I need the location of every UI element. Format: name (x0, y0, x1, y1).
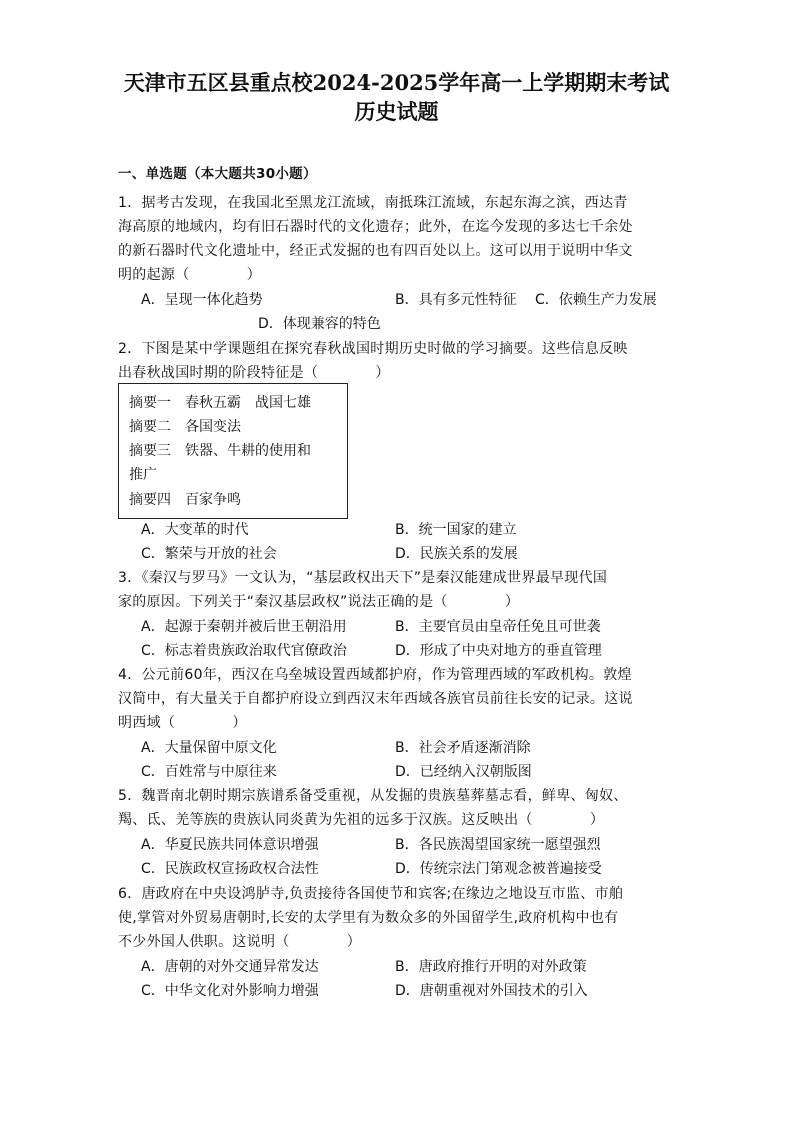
exam-title-line2: 历史试题 (354, 99, 439, 124)
question-text-line: 使,掌管对外贸易唐朝时,长安的太学里有为数众多的外国留学生,政府机构中也有 (118, 910, 619, 926)
option-d: D．已经纳入汉朝版图 (395, 764, 532, 780)
option-a: A．唐朝的对外交通异常发达 (141, 959, 319, 975)
option-b: B．统一国家的建立 (395, 522, 517, 538)
option-c: C．百姓常与中原往来 (141, 764, 277, 780)
option-c: C．繁荣与开放的社会 (141, 546, 277, 562)
question-text-line: 3．《秦汉与罗马》一文认为，“基层政权出天下”是秦汉能建成世界最早现代国 (118, 570, 608, 586)
option-c: C．依赖生产力发展 (535, 292, 657, 308)
option-b: B．唐政府推行开明的对外政策 (395, 959, 587, 975)
option-b: B．具有多元性特征 (395, 292, 517, 308)
option-a: A．大量保留中原文化 (141, 740, 277, 756)
summary-line: 摘要三 铁器、牛耕的使用和 (129, 443, 311, 459)
option-a: A．大变革的时代 (141, 522, 249, 538)
summary-box (118, 383, 348, 519)
option-a: A．华夏民族共同体意识增强 (141, 837, 319, 853)
question-text-line: 2．下图是某中学课题组在探究春秋战国时期历史时做的学习摘要。这些信息反映 (118, 341, 628, 357)
option-c: C．标志着贵族政治取代官僚政治 (141, 643, 347, 659)
question-text-line: 6．唐政府在中央设鸿胪寺,负责接待各国使节和宾客;在缘边之地设互市监、市舶 (118, 886, 624, 902)
option-d: D．民族关系的发展 (395, 546, 518, 562)
summary-line: 摘要四 百家争鸣 (129, 492, 241, 508)
option-a: A．起源于秦朝并被后世王朝沿用 (141, 619, 347, 635)
option-b: B．主要官员由皇帝任免且可世袭 (395, 619, 601, 635)
option-d: D．传统宗法门第观念被普遍接受 (395, 861, 602, 877)
exam-title-line1: 天津市五区县重点校2024-2025学年高一上学期期末考试 (123, 70, 670, 95)
question-text-line: 的新石器时代文化遗址中，经正式发掘的也有四百处以上。这可以用于说明中华文 (118, 243, 633, 259)
option-d: D．形成了中央对地方的垂直管理 (395, 643, 602, 659)
question-text-line: 家的原因。下列关于“秦汉基层政权”说法正确的是（ ） (118, 594, 520, 610)
summary-line: 推广 (129, 467, 157, 483)
question-text-line: 汉简中，有大量关于自都护府设立到西汉末年西域各族官员前往长安的记录。这说 (118, 691, 633, 707)
option-a: A．呈现一体化趋势 (141, 292, 263, 308)
option-d: D．唐朝重视对外国技术的引入 (395, 983, 588, 999)
section-heading: 一、单选题（本大题共30小题） (118, 166, 317, 182)
question-text-line: 明的起源（ ） (118, 267, 261, 283)
question-text-line: 出春秋战国时期的阶段特征是（ ） (118, 365, 390, 381)
option-b: B．社会矛盾逐渐消除 (395, 740, 531, 756)
question-text-line: 明西域（ ） (118, 715, 247, 731)
option-c: C．民族政权宣扬政权合法性 (141, 861, 319, 877)
question-text-line: 羯、氐、羌等族的贵族认同炎黄为先祖的远多于汉族。这反映出（ ） (118, 812, 605, 828)
question-text-line: 4．公元前60年，西汉在乌垒城设置西域都护府，作为管理西域的军政机构。敦煌 (118, 667, 632, 683)
option-d: D．体现兼容的特色 (258, 316, 381, 332)
summary-line: 摘要二 各国变法 (129, 419, 241, 435)
summary-line: 摘要一 春秋五霸 战国七雄 (129, 395, 311, 411)
question-text-line: 5．魏晋南北朝时期宗族谱系备受重视，从发掘的贵族墓葬墓志看，鲜卑、匈奴、 (118, 788, 628, 804)
option-b: B．各民族渴望国家统一愿望强烈 (395, 837, 601, 853)
question-text-line: 1．据考古发现，在我国北至黑龙江流域，南抵珠江流域，东起东海之滨，西达青 (118, 195, 628, 211)
question-text-line: 不少外国人供职。这说明（ ） (118, 934, 362, 950)
question-text-line: 海高原的地域内，均有旧石器时代的文化遗存；此外，在迄今发现的多达七千余处 (118, 219, 633, 235)
option-c: C．中华文化对外影响力增强 (141, 983, 319, 999)
